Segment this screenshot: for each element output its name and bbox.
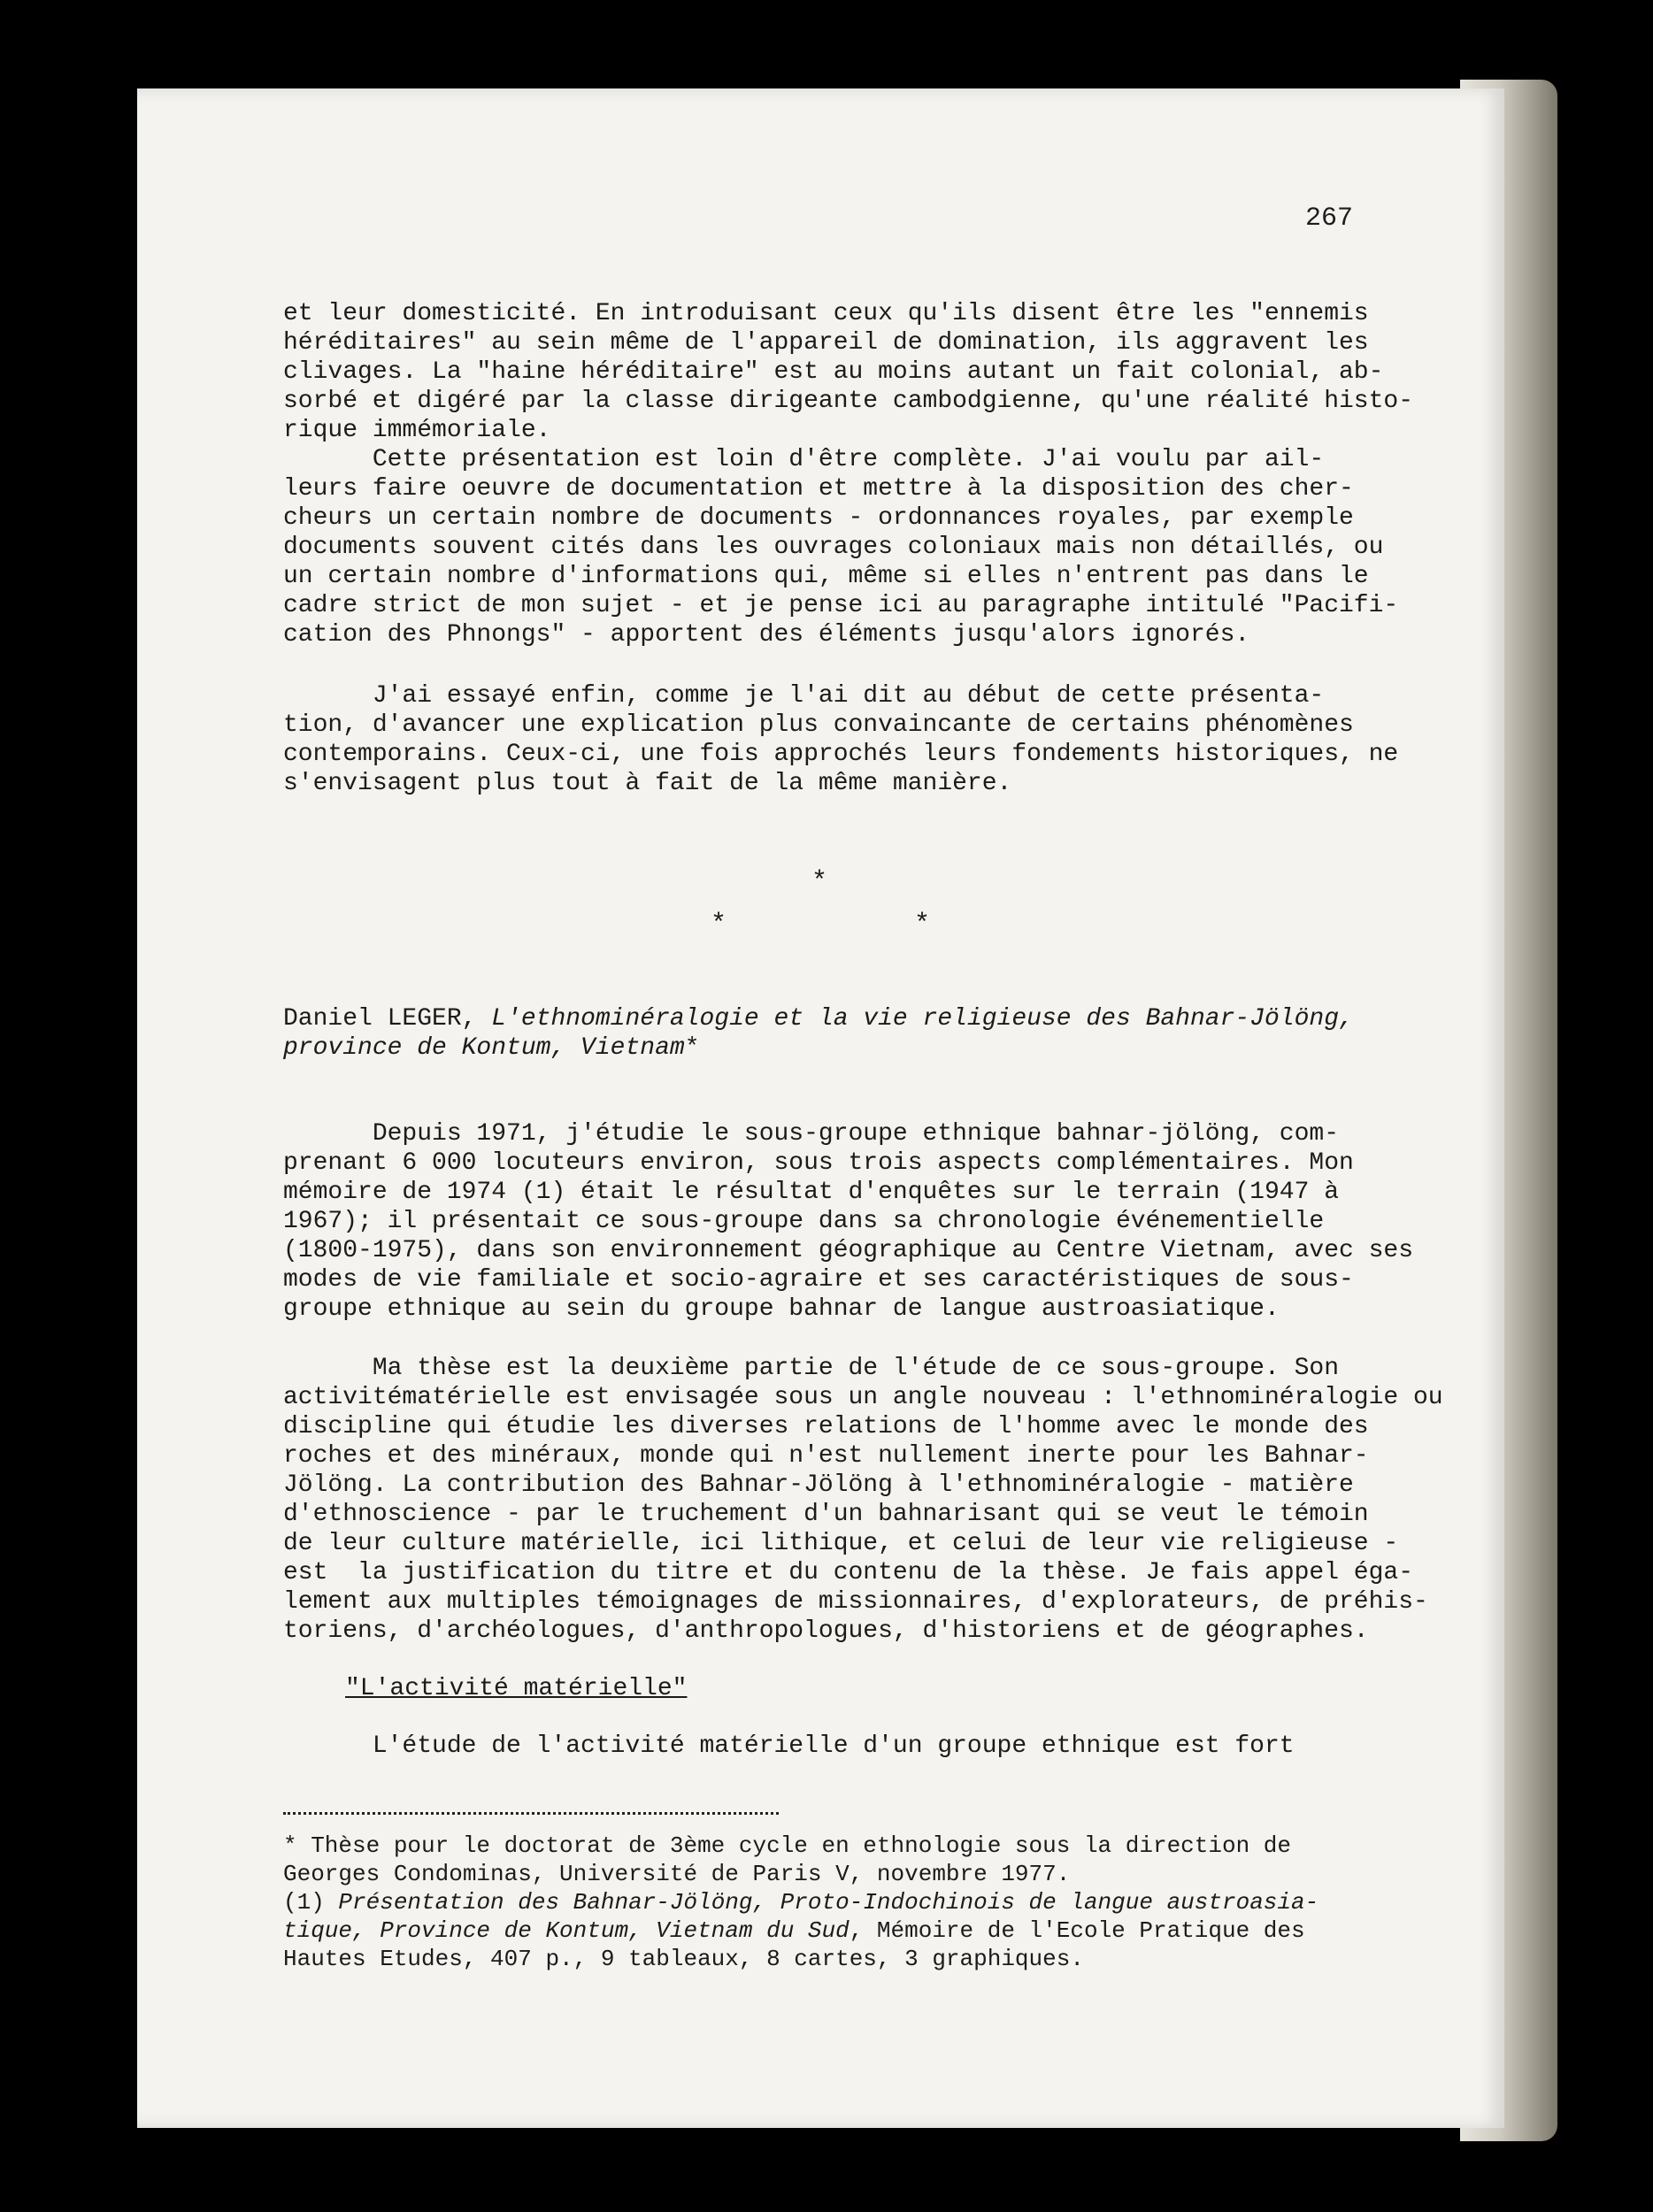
text-line: tion, d'avancer une explication plus convaincante de certains phénomènes [283, 711, 1354, 739]
text-line: Ma thèse est la deuxième partie de l'étude de ce sous-groupe. Son [283, 1355, 1339, 1382]
footnote-line: Georges Condominas, Université de Paris V, novembre 1977. [283, 1861, 1071, 1887]
text-line: leurs faire oeuvre de documentation et mettre à la disposition des cher- [283, 475, 1354, 503]
text-line: cheurs un certain nombre de documents - ordonnances royales, par exemple [283, 504, 1354, 532]
text-line: rique immémoriale. [283, 417, 551, 444]
text-line: discipline qui étudie les diverses relations de l'homme avec le monde des [283, 1413, 1369, 1440]
article-author: Daniel LEGER, [283, 1005, 492, 1033]
text-line: L'étude de l'activité matérielle d'un groupe ethnique est fort [283, 1732, 1295, 1760]
paragraph-6 [283, 1732, 1411, 1761]
separator-star: * [811, 867, 828, 897]
footnote-number: (1) [283, 1889, 339, 1916]
text-line: cation des Phnongs" - apportent des éléments jusqu'alors ignorés. [283, 621, 1250, 649]
footnote-text: , Mémoire de l'Ecole Pratique des [849, 1917, 1305, 1944]
text-line: mémoire de 1974 (1) était le résultat d'enquêtes sur le terrain (1947 à [283, 1179, 1339, 1206]
article-title: province de Kontum, Vietnam [283, 1034, 685, 1062]
text-line: (1800-1975), dans son environnement géographique au Centre Vietnam, avec ses [283, 1237, 1414, 1264]
text-line: toriens, d'archéologues, d'anthropologues, d'historiens et de géographes. [283, 1617, 1369, 1645]
paragraph-1 [283, 299, 1414, 445]
article-heading [283, 1004, 1411, 1063]
section-title: "L'activité matérielle" [345, 1675, 688, 1702]
footnote-rule [283, 1812, 779, 1815]
text-line: lement aux multiples témoignages de missionnaires, d'explorateurs, de préhis- [283, 1588, 1428, 1616]
page-number: 267 [1305, 204, 1354, 234]
text-line: d'ethnoscience - par le truchement d'un bahnarisant qui se veut le témoin [283, 1501, 1369, 1528]
footnote-title: tique, Province de Kontum, Vietnam du Sud [283, 1917, 850, 1944]
paragraph-3 [283, 681, 1411, 798]
text-line: contemporains. Ceux-ci, une fois approchés leurs fondements historiques, ne [283, 741, 1399, 768]
footnote-title: Présentation des Bahnar-Jölöng, Proto-Indochinois de langue austroasia- [338, 1889, 1319, 1916]
text-line: héréditaires" au sein même de l'appareil de domination, ils aggravent les [283, 329, 1369, 357]
text-line: et leur domesticité. En introduisant ceux qu'ils disent être les "ennemis [283, 300, 1369, 327]
separator-star: * [914, 910, 931, 940]
text-line: sorbé et digéré par la classe dirigeante cambodgienne, qu'une réalité histo- [283, 388, 1414, 415]
article-title: L'ethnominéralogie et la vie religieuse des Bahnar-Jölöng, [491, 1005, 1354, 1033]
text-line: un certain nombre d'informations qui, même si elles n'entrent pas dans le [283, 563, 1369, 590]
text-line: est la justification du titre et du contenu de la thèse. Je fais appel éga- [283, 1559, 1414, 1586]
text-line: groupe ethnique au sein du groupe bahnar de langue austroasiatique. [283, 1295, 1280, 1323]
text-line: Cette présentation est loin d'être complète. J'ai voulu par ail- [283, 446, 1325, 473]
text-line: Depuis 1971, j'étudie le sous-groupe ethnique bahnar-jölöng, com- [283, 1120, 1339, 1148]
text-line: cadre strict de mon sujet - et je pense ici au paragraphe intitulé "Pacifi- [283, 592, 1399, 619]
footnote-line: Hautes Etudes, 407 p., 9 tableaux, 8 cartes, 3 graphiques. [283, 1946, 1084, 1972]
text-line: clivages. La "haine héréditaire" est au moins autant un fait colonial, ab- [283, 358, 1384, 386]
text-line: de leur culture matérielle, ici lithique, et celui de leur vie religieuse - [283, 1530, 1399, 1557]
text-line: s'envisagent plus tout à fait de la même manière. [283, 770, 1012, 797]
footnote-mark: * [684, 1034, 700, 1062]
text-line: roches et des minéraux, monde qui n'est nullement inerte pour les Bahnar- [283, 1442, 1369, 1470]
text-line: documents souvent cités dans les ouvrages coloniaux mais non détaillés, ou [283, 534, 1384, 561]
paragraph-2 [283, 445, 1411, 649]
text-line: prenant 6 000 locuteurs environ, sous trois aspects complémentaires. Mon [283, 1149, 1354, 1177]
footnote-line: * Thèse pour le doctorat de 3ème cycle en ethnologie sous la direction de [283, 1832, 1291, 1859]
paragraph-4 [283, 1119, 1414, 1324]
text-line: modes de vie familiale et socio-agraire et ses caractéristiques de sous- [283, 1266, 1354, 1294]
separator-star: * [711, 910, 727, 940]
text-line: activitématérielle est envisagée sous un angle nouveau : l'ethnominéralogie ou [283, 1384, 1443, 1411]
paragraph-5 [283, 1354, 1443, 1646]
text-line: J'ai essayé enfin, comme je l'ai dit au début de cette présenta- [283, 682, 1325, 710]
text-line: 1967); il présentait ce sous-groupe dans sa chronologie événementielle [283, 1208, 1325, 1235]
footnotes [283, 1832, 1411, 1973]
text-line: Jölöng. La contribution des Bahnar-Jölöng à l'ethnominéralogie - matière [283, 1471, 1354, 1499]
